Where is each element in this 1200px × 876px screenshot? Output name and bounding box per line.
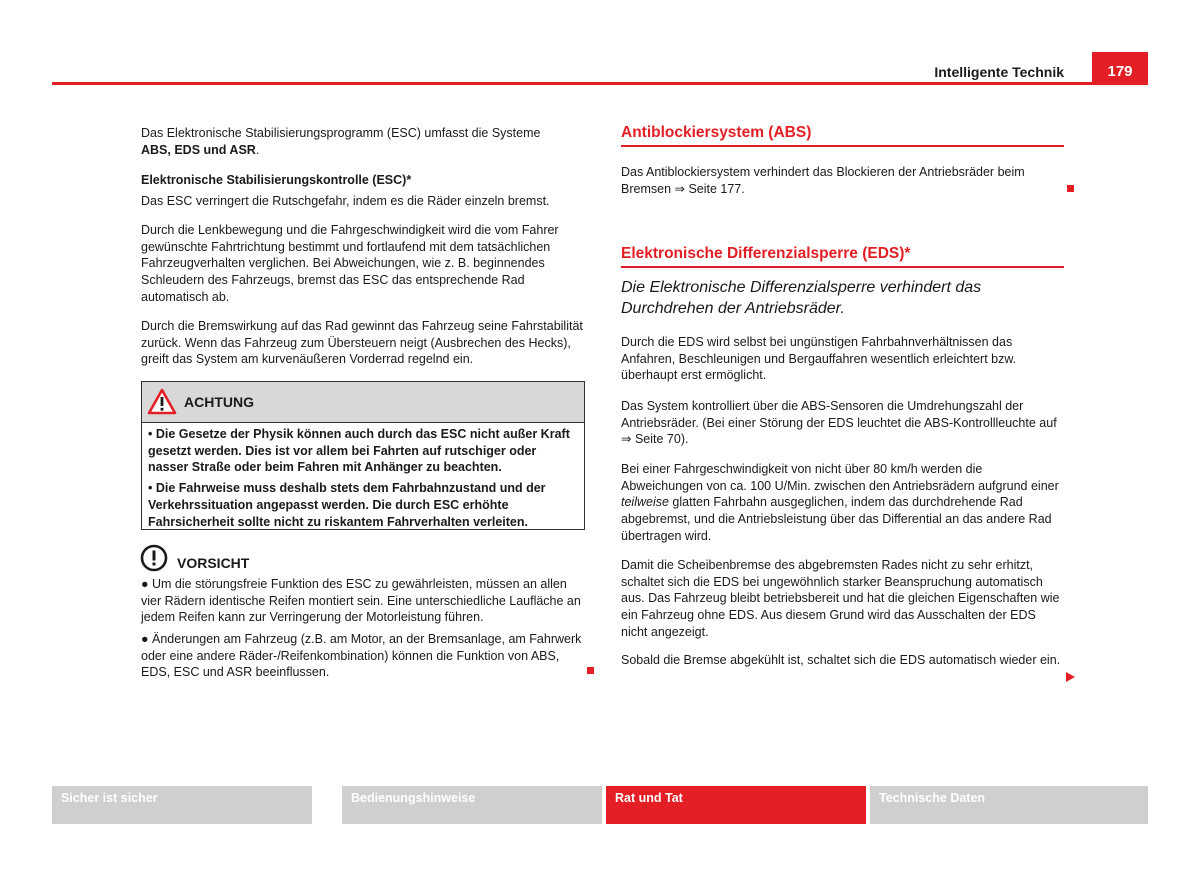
eds-paragraph-3-text: Bei einer Fahrgeschwindigkeit von nicht über 80 km/h werden die Abweichungen von ca. 100 U/Min. zwischen den Antriebsrädern aufgrund einer: [621, 462, 1059, 493]
footer-nav: [52, 786, 1148, 824]
eds-paragraph-5-text: Sobald die Bremse abgekühlt ist, schaltet sich die EDS automatisch wieder ein.: [621, 653, 1061, 667]
footer-tab-label: Technische Daten: [879, 791, 986, 805]
eds-title: Elektronische Differenzialsperre (EDS)*: [621, 245, 1064, 268]
esc-heading-text: Elektronische Stabilisierungskontrolle (ESC)*: [141, 173, 412, 187]
eds-paragraph-4-text: Damit die Scheibenbremse des abgebremsten Rades nicht zu sehr erhitzt, schaltet sich die EDS bei ungewöhnlich starker Beanspruchung automatisch aus. Das Fahrzeug bleibt betriebsbereit und hat die gleichen Eigenschaften wie ein Fahrzeug ohne EDS. Aus diesem Grund wird das Ausschalten der EDS nicht angezeigt.: [621, 558, 1060, 639]
footer-tab-label: Rat und Tat: [615, 791, 683, 805]
caution-item-text: ● Änderungen am Fahrzeug (z.B. am Motor, an der Bremsanlage, am Fahrwerk oder eine andere Räder-/Reifenkombination) können die Funktion von ABS, EDS, ESC und ASR beeinflussen.: [141, 632, 582, 680]
footer-tab-label: Bedienungshinweise: [351, 791, 476, 805]
eds-paragraph-2: [621, 398, 1064, 448]
header-rule: [52, 82, 1148, 85]
footer-tab-bedienungshinweise[interactable]: [342, 786, 602, 824]
esc-paragraph-3-text: Durch die Bremswirkung auf das Rad gewinnt das Fahrzeug seine Fahrstabilität zurück. Wenn das Fahrzeug zum Übersteuern neigt (Ausbrechen des Hecks), greift das System am kurvenäußeren Vorderrad regelnd ein.: [141, 319, 583, 367]
abs-paragraph-text: Das Antiblockiersystem verhindert das Blockieren der Antriebsräder beim Bremsen ⇒ Seite 177.: [621, 165, 1025, 196]
continue-arrow-icon: [1066, 672, 1075, 682]
eds-paragraph-3-emphasis: teilweise: [621, 495, 669, 510]
section-title: Intelligente Technik: [934, 64, 1064, 80]
eds-paragraph-4: [621, 557, 1064, 641]
intro-text: Das Elektronische Stabilisierungsprogramm (ESC) umfasst die Systeme: [141, 126, 541, 140]
caution-item-text: ● Um die störungsfreie Funktion des ESC zu gewährleisten, müssen an allen vier Rädern identische Reifen montiert sein. Eine unterschiedliche Laufläche an jedem Reifen kann zur Verringerung der Motorleistung führen.: [141, 577, 581, 625]
warning-item: • Die Fahrweise muss deshalb stets dem Fahrbahnzustand und der Verkehrssituation angepasst werden. Die durch ESC erhöhte Fahrsicherheit sollte nicht zu riskantem Fahrverhalten verleiten.: [148, 481, 546, 529]
esc-paragraph-2: [141, 222, 584, 306]
intro-period: .: [255, 142, 260, 157]
footer-tab-sicher-ist-sicher[interactable]: [52, 786, 312, 824]
warning-triangle-icon: [147, 388, 177, 415]
caution-item-2: [141, 631, 584, 681]
abs-title: Antiblockiersystem (ABS): [621, 124, 1064, 147]
caution-exclamation-icon: [140, 544, 168, 572]
eds-paragraph-2-text: Das System kontrolliert über die ABS-Sensoren die Umdrehungszahl der Antriebsräder. (Bei einer Störung der EDS leuchtet die ABS-Kontrollleuchte auf ⇒ Seite 70).: [621, 399, 1057, 447]
caution-item-1: [141, 576, 584, 626]
eds-paragraph-5: [621, 652, 1064, 669]
eds-paragraph-1: [621, 334, 1064, 384]
end-of-section-marker: [587, 667, 594, 674]
footer-tab-label: Sicher ist sicher: [61, 791, 158, 805]
warning-box: [141, 381, 585, 530]
eds-paragraph-1-text: Durch die EDS wird selbst bei ungünstigen Fahrbahnverhältnissen das Anfahren, Beschleunigen und Bergauffahren wesentlich erleichtert bzw. überhaupt erst ermöglicht.: [621, 335, 1017, 383]
warning-item: • Die Gesetze der Physik können auch durch das ESC nicht außer Kraft gesetzt werden. Dies ist vor allem bei Fahrten auf rutschiger oder nasser Straße oder beim Fahren mit Anhänger zu beachten.: [148, 427, 570, 475]
esc-paragraph-3: [141, 318, 584, 368]
intro-systems: ABS, EDS und ASR: [141, 142, 256, 157]
warning-title: ACHTUNG: [184, 394, 254, 410]
eds-paragraph-3: [621, 461, 1064, 545]
footer-tab-rat-und-tat[interactable]: [606, 786, 866, 824]
intro-paragraph: [141, 125, 584, 158]
esc-heading: [141, 172, 584, 189]
eds-heading: [621, 245, 1064, 268]
eds-lead-text: Die Elektronische Differenzialsperre verhindert das Durchdrehen der Antriebsräder.: [621, 279, 982, 317]
eds-paragraph-3-text-end: glatten Fahrbahn ausgeglichen, indem das durchdrehende Rad abgebremst, und die Antriebsleistung über das Differential an das andere Rad übertragen wird.: [621, 495, 1052, 543]
abs-paragraph: [621, 164, 1064, 197]
caution-title: VORSICHT: [177, 555, 250, 571]
eds-lead: [621, 277, 1064, 319]
esc-paragraph-1: [141, 193, 584, 210]
warning-header: [142, 382, 584, 423]
warning-body: [148, 426, 578, 534]
abs-heading: [621, 124, 1064, 147]
esc-paragraph-2-text: Durch die Lenkbewegung und die Fahrgeschwindigkeit wird die vom Fahrer gewünschte Fahrtrichtung bestimmt und fortlaufend mit dem tatsächlichen Fahrzeugverhalten verglichen. Bei Abweichungen, wie z. B. beginnendes Schleudern des Fahrzeugs, bremst das ESC das entsprechende Rad automatisch ab.: [141, 223, 559, 304]
end-of-section-marker: [1067, 185, 1074, 192]
esc-paragraph-1-text: Das ESC verringert die Rutschgefahr, indem es die Räder einzeln bremst.: [141, 194, 550, 208]
page-number: 179: [1092, 52, 1148, 84]
footer-tab-technische-daten[interactable]: [870, 786, 1148, 824]
